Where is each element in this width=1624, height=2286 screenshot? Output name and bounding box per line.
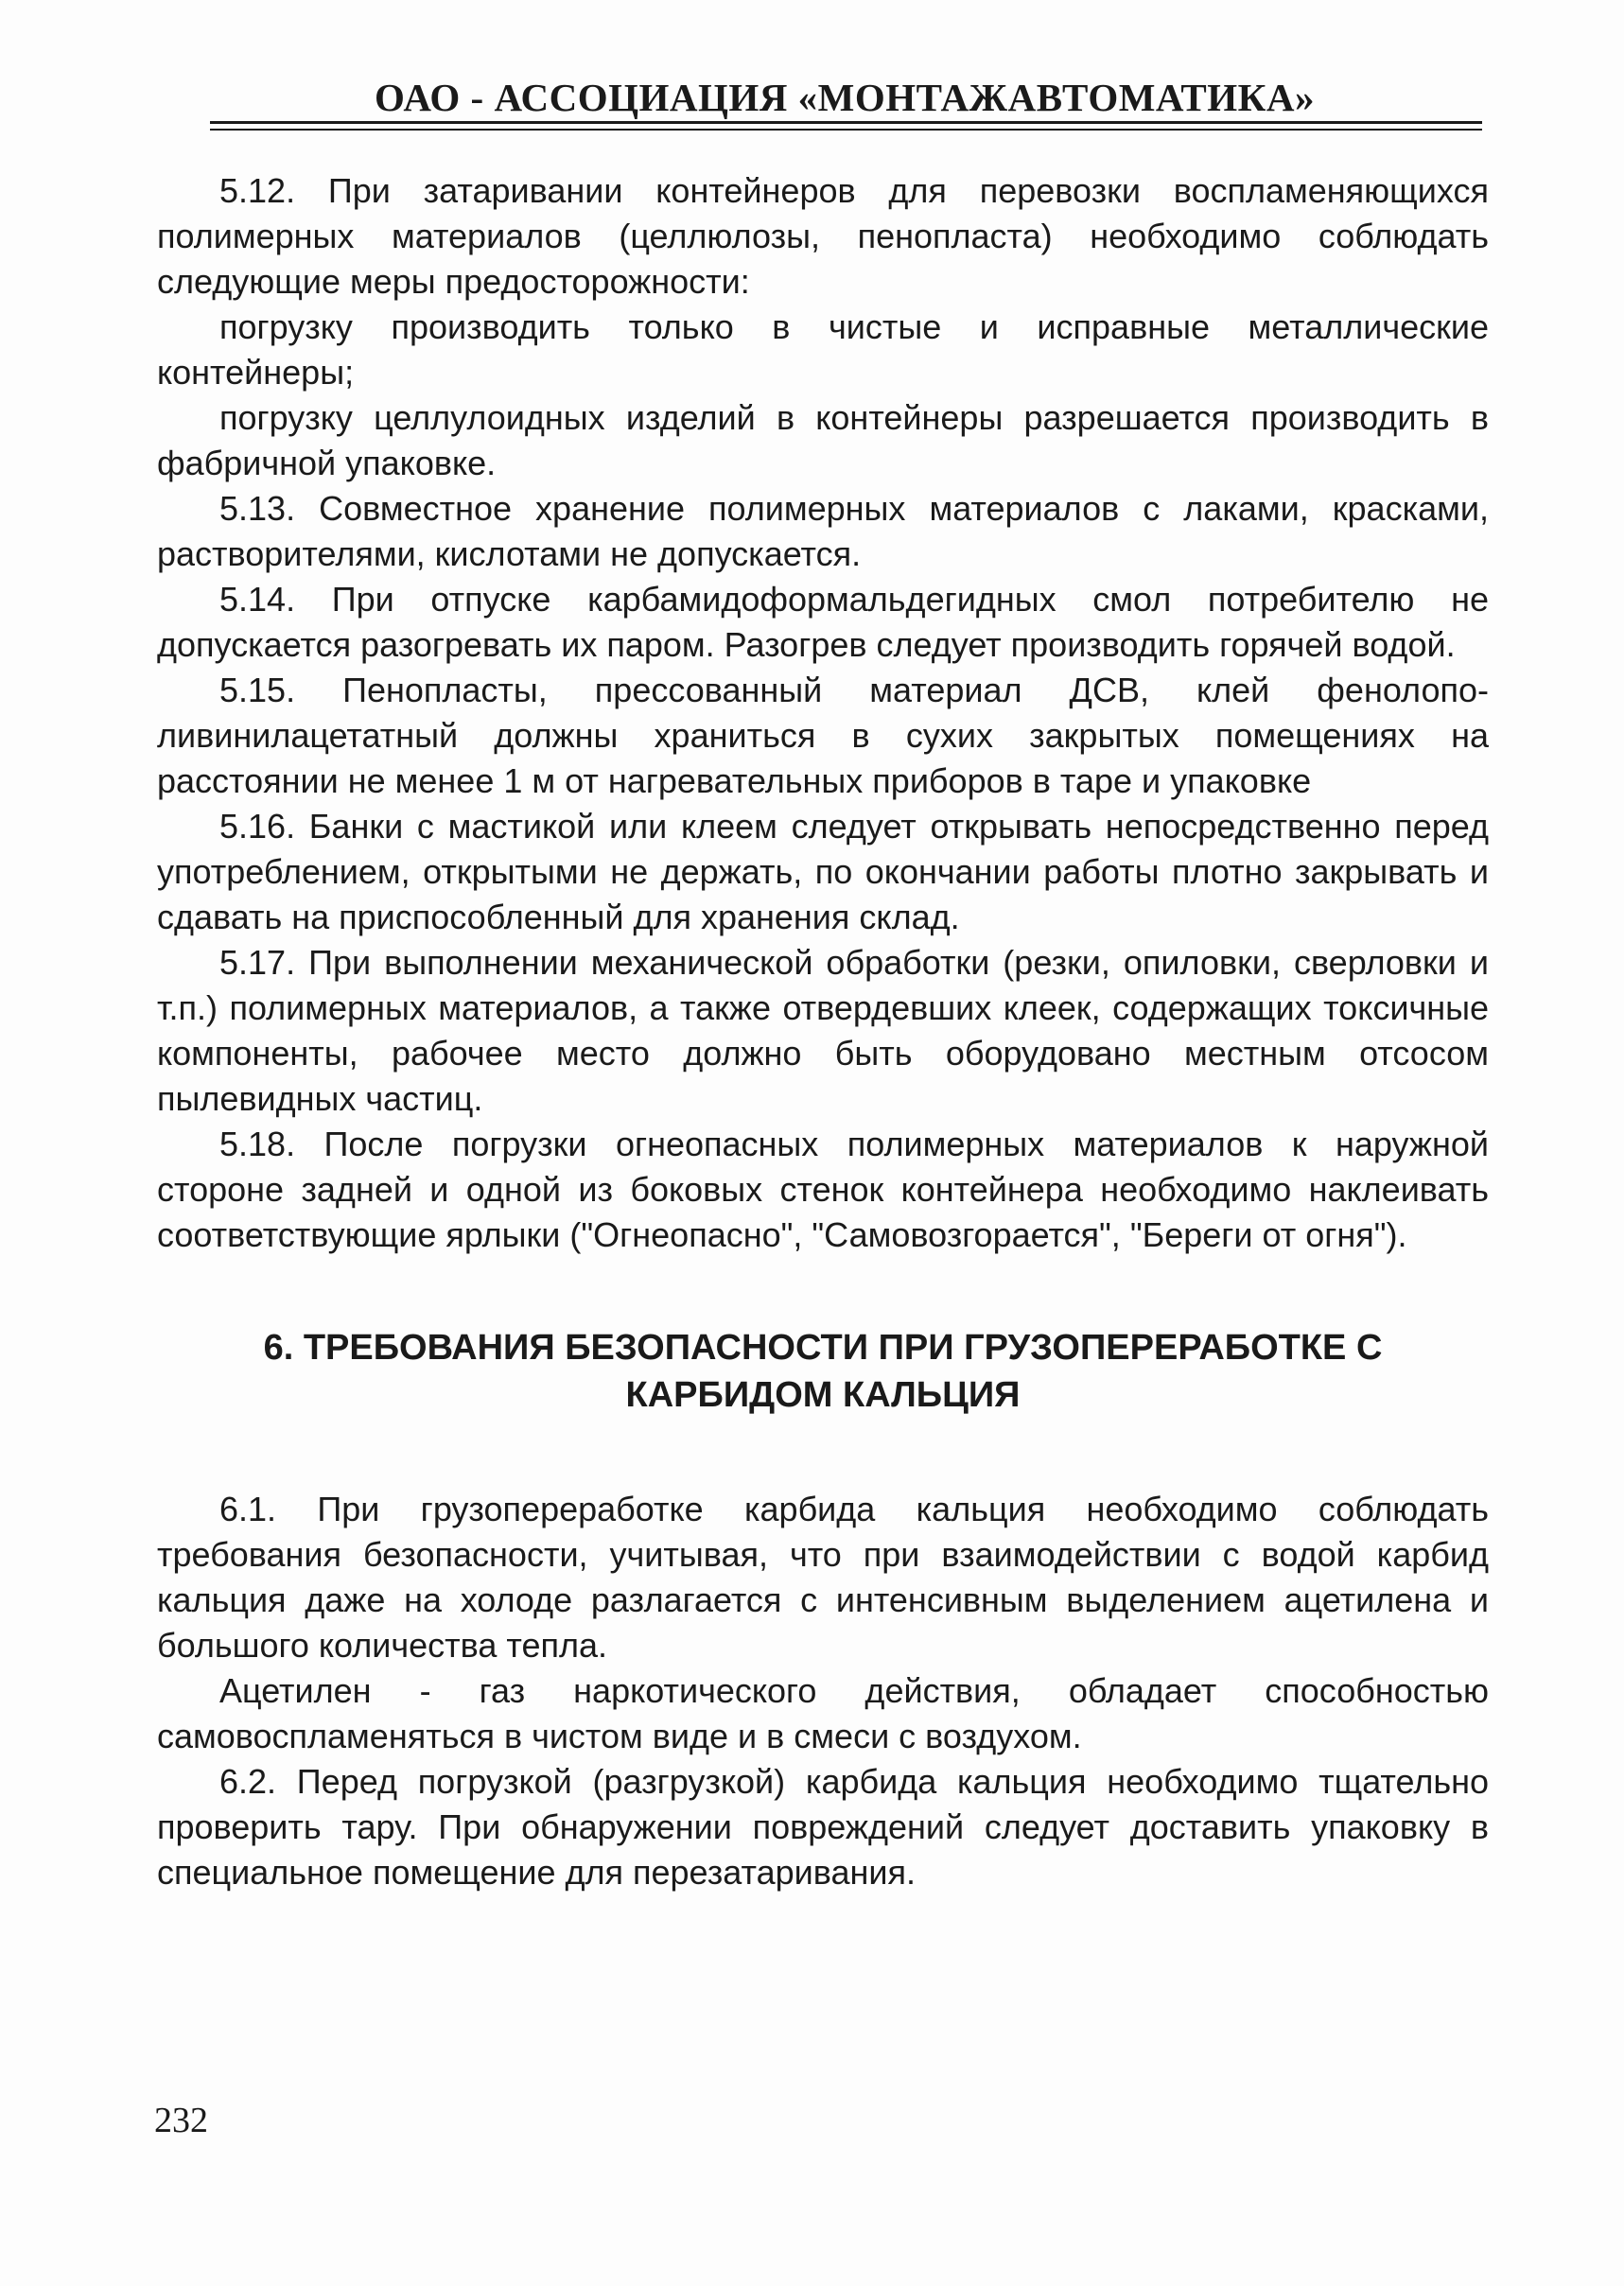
paragraph-5-18: 5.18. После погрузки огнеопасных полимерных материалов к наружной стороне задней и одной из боковых стенок контейнера необходимо наклеивать соответствующие ярлыки ("Огнеопасно", "Самовозгорается", "Береги от огня"). — [157, 1125, 1489, 1254]
header-rule-top — [210, 121, 1482, 124]
paragraph-5-12-item-2: погрузку целлулоидных изделий в контейнеры разрешается производить в фабричной упаковке. — [157, 398, 1489, 482]
body-text — [157, 168, 1489, 1895]
paragraph-acetylene: Ацетилен - газ наркотического действия, обладает способностью самовоспламеняться в чистом виде и в смеси с воздухом. — [157, 1671, 1489, 1755]
paragraph-5-12-item-1: погрузку производить только в чистые и исправные металлические контейнеры; — [157, 307, 1489, 392]
page-number: 232 — [154, 2101, 208, 2140]
paragraph-5-17: 5.17. При выполнении механической обработки (резки, опиловки, сверловки и т.п.) полимерных материалов, а также отвердевших клеек, содержащих токсичные компоненты, рабочее место должно быть оборудовано местным отсосом пылевидных частиц. — [157, 943, 1489, 1118]
paragraph-5-15: 5.15. Пенопласты, прессованный материал ДСВ, клей фенолополивинилацетатный должны храниться в сухих закрытых помещениях на расстоянии не менее 1 м от нагревательных приборов в таре и упаковке — [157, 671, 1489, 800]
paragraph-5-16: 5.16. Банки с мастикой или клеем следует открывать непосредственно перед употреблением, открытыми не держать, по окончании работы плотно закрывать и сдавать на приспособленный для хранения склад. — [157, 807, 1489, 936]
paragraph-5-13: 5.13. Совместное хранение полимерных материалов с лаками, красками, растворителями, кислотами не допускается. — [157, 489, 1489, 573]
paragraph-6-2: 6.2. Перед погрузкой (разгрузкой) карбида кальция необходимо тщательно проверить тару. При обнаружении повреждений следует доставить упаковку в специальное помещение для перезатаривания. — [157, 1762, 1489, 1892]
paragraph-5-14: 5.14. При отпуске карбамидоформальдегидных смол потребителю не допускается разогревать их паром. Разогрев следует производить горячей водой. — [157, 580, 1489, 664]
paragraph-5-12: 5.12. При затаривании контейнеров для перевозки воспламеняющихся полимерных материалов (целлюлозы, пенопласта) необходимо соблюдать следующие меры предосторожности: — [157, 171, 1489, 301]
running-header: ОАО - АССОЦИАЦИЯ «МОНТАЖАВТОМАТИКА» — [375, 76, 1315, 119]
paragraph-6-1: 6.1. При грузопереработке карбида кальция необходимо соблюдать требования безопасности, учитывая, что при взаимодействии с водой карбид кальция даже на холоде разлагается с интенсивным выделением ацетилена и большого количества тепла. — [157, 1490, 1489, 1665]
section-title: 6. ТРЕБОВАНИЯ БЕЗОПАСНОСТИ ПРИ ГРУЗОПЕРЕРАБОТКЕ С КАРБИДОМ КАЛЬЦИЯ — [263, 1328, 1383, 1415]
header-rule-bottom — [210, 129, 1482, 131]
